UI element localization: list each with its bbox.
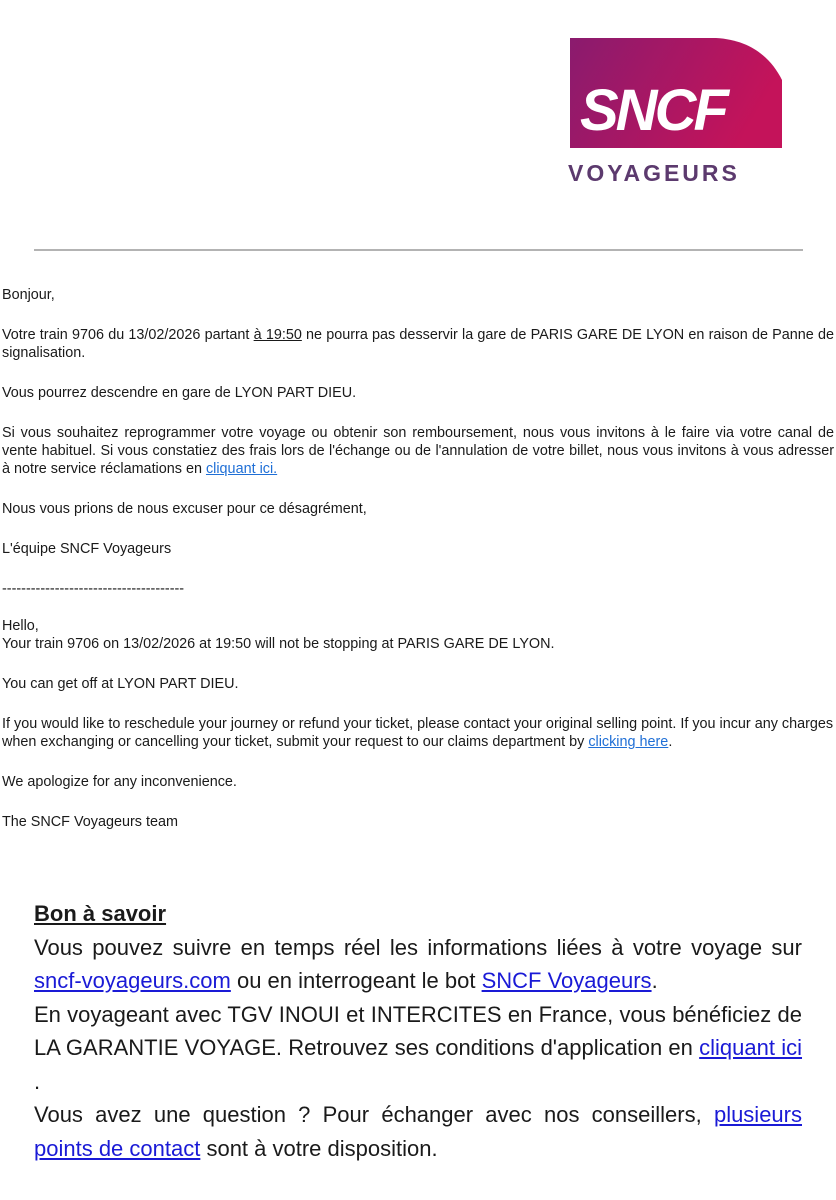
fr-paragraph-4: Nous vous prions de nous excuser pour ce désagrément, <box>2 501 367 517</box>
good-to-know-section <box>34 897 802 1165</box>
sncf-voyageurs-bot-link[interactable]: SNCF Voyageurs <box>481 968 652 993</box>
fr-p3-text: Si vous souhaitez reprogrammer votre voyage ou obtenir son remboursement, nous vous invitons à le faire via votre canal de vente habituel. Si vous constatiez des frais lors de l'échange ou de l'annulation de votre billet, nous vous invitons à vous adresser à notre service réclamations en <box>2 425 834 477</box>
contact-points-link[interactable]: plusieurs points de contact <box>34 1102 802 1161</box>
guarantee-conditions-link[interactable]: cliquant ici <box>699 1035 803 1060</box>
logo-subtitle: VOYAGEURS <box>568 160 740 186</box>
en-paragraph-2: You can get off at LYON PART DIEU. <box>2 676 239 692</box>
en-p3-end: . <box>668 734 673 750</box>
info-l3-end: sont à votre disposition. <box>200 1135 438 1161</box>
fr-greeting: Bonjour, <box>2 287 55 303</box>
fr-paragraph-1 <box>2 326 834 362</box>
sncf-voyageurs-logo <box>566 36 784 196</box>
fr-signature: L'équipe SNCF Voyageurs <box>2 541 172 557</box>
info-l1-end: . <box>651 968 658 993</box>
en-signature: The SNCF Voyageurs team <box>2 814 178 830</box>
info-line-3 <box>34 1098 802 1165</box>
info-l1-text-mid: ou en interrogeant le bot <box>230 968 482 993</box>
en-paragraph-4: We apologize for any inconvenience. <box>2 774 237 790</box>
en-paragraph-3 <box>2 715 834 751</box>
info-line-2 <box>34 998 802 1099</box>
en-claims-link[interactable]: clicking here <box>588 734 669 750</box>
fr-p1-text: Votre train 9706 du 13/02/2026 partant <box>2 327 254 343</box>
info-l3-text: Vous avez une question ? Pour échanger avec nos conseillers, <box>34 1102 714 1127</box>
fr-p1-text-end: ne pourra pas desservir la gare de PARIS GARE DE LYON en raison de Panne de signalisation. <box>2 327 834 361</box>
info-l2-text: En voyageant avec TGV INOUI et INTERCITES en France, vous bénéficiez de LA GARANTIE VOYAGE. Retrouvez ses conditions d'application en <box>34 1001 802 1060</box>
info-line-1 <box>34 931 802 998</box>
info-l2-end: . <box>34 1068 41 1094</box>
fr-paragraph-2: Vous pourrez descendre en gare de LYON PART DIEU. <box>2 385 357 401</box>
fr-claims-link[interactable]: cliquant ici. <box>205 461 278 477</box>
en-p3-text: If you would like to reschedule your journey or refund your ticket, please contact your original selling point. If you incur any charges when exchanging or cancelling your ticket, submit your request to our claims department by <box>2 716 834 750</box>
language-separator: -------------------------------------- <box>2 581 185 597</box>
info-l1-text: Vous pouvez suivre en temps réel les informations liées à votre voyage sur <box>34 934 802 960</box>
header-divider <box>34 249 803 251</box>
fr-p1-time: à 19:50 <box>253 327 302 343</box>
logo-brand-text: SNCF <box>580 78 726 143</box>
sncf-voyageurs-site-link[interactable]: sncf-voyageurs.com <box>34 968 231 993</box>
en-paragraph-1: Your train 9706 on 13/02/2026 at 19:50 will not be stopping at PARIS GARE DE LYON. <box>2 636 555 652</box>
fr-paragraph-3 <box>2 424 834 478</box>
en-greeting: Hello, <box>2 618 39 634</box>
email-body <box>2 286 834 853</box>
good-to-know-heading: Bon à savoir <box>34 901 167 926</box>
sncf-logo-icon <box>566 36 784 156</box>
